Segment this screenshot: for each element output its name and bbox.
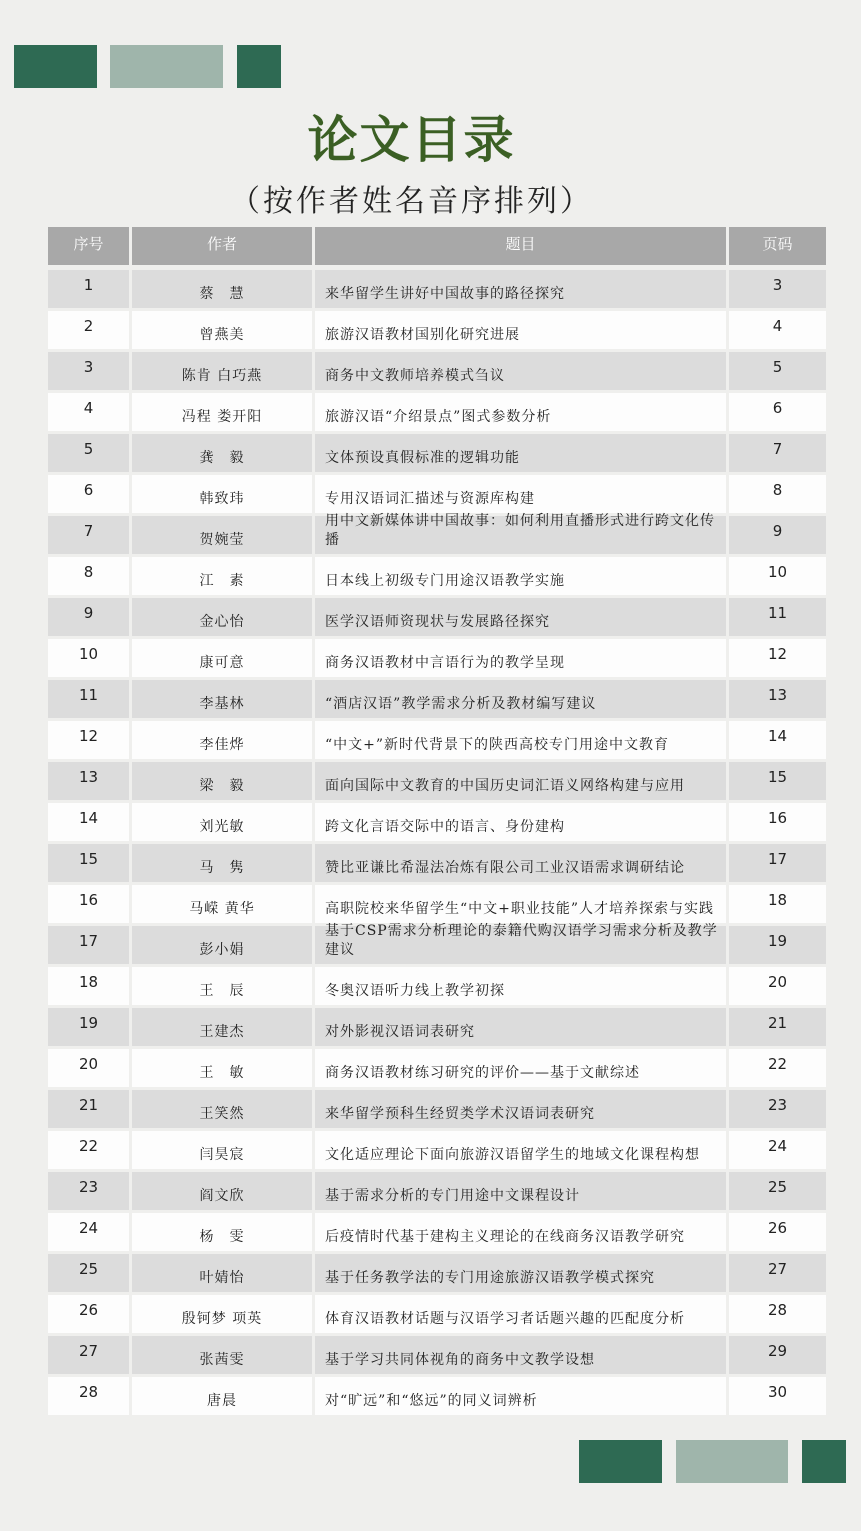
row-author: 叶婧怡 <box>132 1254 312 1292</box>
row-page: 9 <box>729 516 826 554</box>
row-page: 27 <box>729 1254 826 1292</box>
header-no: 序号 <box>48 227 129 265</box>
row-number: 19 <box>48 1008 129 1046</box>
contents-table <box>48 227 826 1418</box>
table-row <box>48 311 826 349</box>
row-title-text: “酒店汉语”教学需求分析及教材编写建议 <box>325 696 597 712</box>
row-number: 2 <box>48 311 129 349</box>
row-number: 26 <box>48 1295 129 1333</box>
table-row <box>48 1295 826 1333</box>
row-number: 7 <box>48 516 129 554</box>
row-number: 11 <box>48 680 129 718</box>
table-row <box>48 513 826 554</box>
row-title <box>315 1090 726 1128</box>
row-title-text: 对外影视汉语词表研究 <box>325 1024 475 1040</box>
table-row <box>48 923 826 964</box>
row-author: 闫昊宸 <box>132 1131 312 1169</box>
row-title <box>315 352 726 390</box>
row-title-text: 基于CSP需求分析理论的泰籍代购汉语学习需求分析及教学建议 <box>325 923 718 958</box>
row-title-text: 基于需求分析的专门用途中文课程设计 <box>325 1188 580 1204</box>
row-title-text: 旅游汉语“介绍景点”图式参数分析 <box>325 409 552 425</box>
row-number: 28 <box>48 1377 129 1415</box>
row-title <box>315 923 726 964</box>
table-row <box>48 475 826 513</box>
row-title <box>315 513 726 554</box>
row-title-text: 商务中文教师培养模式刍议 <box>325 368 505 384</box>
row-author: 王 敏 <box>132 1049 312 1087</box>
decor-block-dark <box>14 45 97 88</box>
row-author: 梁 毅 <box>132 762 312 800</box>
row-title <box>315 1172 726 1210</box>
row-number: 20 <box>48 1049 129 1087</box>
row-title-text: 体育汉语教材话题与汉语学习者话题兴趣的匹配度分析 <box>325 1311 685 1327</box>
row-title-text: 冬奥汉语听力线上教学初探 <box>325 983 505 999</box>
row-title <box>315 393 726 431</box>
decor-block-dark <box>579 1440 662 1483</box>
row-title-text: 来华留学预科生经贸类学术汉语词表研究 <box>325 1106 595 1122</box>
table-row <box>48 352 826 390</box>
row-author: 王 辰 <box>132 967 312 1005</box>
row-title <box>315 1049 726 1087</box>
row-title-text: 用中文新媒体讲中国故事：如何利用直播形式进行跨文化传播 <box>325 513 715 548</box>
row-page: 10 <box>729 557 826 595</box>
row-page: 6 <box>729 393 826 431</box>
table-row <box>48 1008 826 1046</box>
table-row <box>48 270 826 308</box>
row-title <box>315 1008 726 1046</box>
row-number: 22 <box>48 1131 129 1169</box>
table-row <box>48 885 826 923</box>
row-title-text: 文化适应理论下面向旅游汉语留学生的地域文化课程构想 <box>325 1147 700 1163</box>
row-number: 13 <box>48 762 129 800</box>
row-title-text: 基于任务教学法的专门用途旅游汉语教学模式探究 <box>325 1270 655 1286</box>
row-title <box>315 844 726 882</box>
row-page: 15 <box>729 762 826 800</box>
row-author: 蔡 慧 <box>132 270 312 308</box>
row-author: 康可意 <box>132 639 312 677</box>
row-title <box>315 1254 726 1292</box>
row-title <box>315 598 726 636</box>
row-page: 13 <box>729 680 826 718</box>
row-number: 17 <box>48 926 129 964</box>
row-author: 杨 雯 <box>132 1213 312 1251</box>
row-title <box>315 1336 726 1374</box>
table-row <box>48 1090 826 1128</box>
row-number: 8 <box>48 557 129 595</box>
row-title-text: 高职院校来华留学生“中文+职业技能”人才培养探索与实践 <box>325 901 715 917</box>
row-number: 27 <box>48 1336 129 1374</box>
row-page: 7 <box>729 434 826 472</box>
row-author: 彭小娟 <box>132 926 312 964</box>
header-page: 页码 <box>729 227 826 265</box>
row-page: 20 <box>729 967 826 1005</box>
table-row <box>48 803 826 841</box>
row-page: 18 <box>729 885 826 923</box>
row-page: 29 <box>729 1336 826 1374</box>
row-page: 30 <box>729 1377 826 1415</box>
row-number: 12 <box>48 721 129 759</box>
row-author: 曾燕美 <box>132 311 312 349</box>
row-author: 陈肯 白巧燕 <box>132 352 312 390</box>
row-number: 23 <box>48 1172 129 1210</box>
row-page: 12 <box>729 639 826 677</box>
row-page: 23 <box>729 1090 826 1128</box>
row-number: 21 <box>48 1090 129 1128</box>
row-title-text: 商务汉语教材练习研究的评价——基于文献综述 <box>325 1065 640 1081</box>
row-page: 17 <box>729 844 826 882</box>
row-title-text: 来华留学生讲好中国故事的路径探究 <box>325 286 565 302</box>
row-title-text: 医学汉语师资现状与发展路径探究 <box>325 614 550 630</box>
table-row <box>48 598 826 636</box>
table-row <box>48 1131 826 1169</box>
row-page: 3 <box>729 270 826 308</box>
table-row <box>48 1377 826 1415</box>
row-title-text: 商务汉语教材中言语行为的教学呈现 <box>325 655 565 671</box>
row-title <box>315 475 726 513</box>
row-number: 16 <box>48 885 129 923</box>
table-row <box>48 967 826 1005</box>
row-title <box>315 270 726 308</box>
row-title-text: “中文+”新时代背景下的陕西高校专门用途中文教育 <box>325 737 670 753</box>
row-number: 6 <box>48 475 129 513</box>
row-page: 11 <box>729 598 826 636</box>
header-author: 作者 <box>132 227 312 265</box>
row-author: 韩致玮 <box>132 475 312 513</box>
row-title-text: 专用汉语词汇描述与资源库构建 <box>325 491 535 507</box>
row-author: 王建杰 <box>132 1008 312 1046</box>
row-title <box>315 680 726 718</box>
row-title-text: 文体预设真假标准的逻辑功能 <box>325 450 520 466</box>
page-subtitle: （按作者姓名音序排列） <box>230 184 593 219</box>
row-page: 25 <box>729 1172 826 1210</box>
row-number: 1 <box>48 270 129 308</box>
row-title <box>315 762 726 800</box>
row-page: 24 <box>729 1131 826 1169</box>
row-author: 李佳烨 <box>132 721 312 759</box>
row-author: 冯程 娄开阳 <box>132 393 312 431</box>
row-author: 金心怡 <box>132 598 312 636</box>
row-number: 10 <box>48 639 129 677</box>
row-title <box>315 434 726 472</box>
row-title-text: 跨文化言语交际中的语言、身份建构 <box>325 819 565 835</box>
decor-block-light <box>110 45 223 88</box>
row-title <box>315 1213 726 1251</box>
table-row <box>48 434 826 472</box>
row-number: 3 <box>48 352 129 390</box>
row-page: 22 <box>729 1049 826 1087</box>
row-page: 26 <box>729 1213 826 1251</box>
row-title <box>315 1377 726 1415</box>
row-number: 25 <box>48 1254 129 1292</box>
table-row <box>48 639 826 677</box>
header-title: 题目 <box>315 227 726 265</box>
row-author: 唐晨 <box>132 1377 312 1415</box>
row-author: 江 素 <box>132 557 312 595</box>
row-number: 15 <box>48 844 129 882</box>
row-title-text: 对“旷远”和“悠远”的同义词辨析 <box>325 1393 538 1409</box>
row-title <box>315 311 726 349</box>
table-row <box>48 1213 826 1251</box>
row-author: 王笑然 <box>132 1090 312 1128</box>
table-row <box>48 1336 826 1374</box>
table-body <box>48 270 826 1415</box>
decor-block-dark-small <box>802 1440 846 1483</box>
table-row <box>48 1172 826 1210</box>
table-row <box>48 844 826 882</box>
table-row <box>48 762 826 800</box>
row-page: 8 <box>729 475 826 513</box>
row-page: 28 <box>729 1295 826 1333</box>
table-row <box>48 393 826 431</box>
row-title <box>315 885 726 923</box>
row-page: 5 <box>729 352 826 390</box>
row-number: 14 <box>48 803 129 841</box>
row-title-text: 赞比亚谦比希湿法冶炼有限公司工业汉语需求调研结论 <box>325 860 685 876</box>
decor-block-light <box>676 1440 788 1483</box>
row-number: 18 <box>48 967 129 1005</box>
table-row <box>48 721 826 759</box>
row-title-text: 面向国际中文教育的中国历史词汇语义网络构建与应用 <box>325 778 685 794</box>
row-author: 马嵘 黄华 <box>132 885 312 923</box>
row-page: 16 <box>729 803 826 841</box>
row-title <box>315 967 726 1005</box>
row-title-text: 基于学习共同体视角的商务中文教学设想 <box>325 1352 595 1368</box>
row-title <box>315 557 726 595</box>
table-row <box>48 557 826 595</box>
row-author: 李基林 <box>132 680 312 718</box>
row-number: 24 <box>48 1213 129 1251</box>
row-number: 9 <box>48 598 129 636</box>
row-title <box>315 639 726 677</box>
row-author: 张茜雯 <box>132 1336 312 1374</box>
row-number: 5 <box>48 434 129 472</box>
row-page: 19 <box>729 926 826 964</box>
row-author: 龚 毅 <box>132 434 312 472</box>
row-author: 贺婉莹 <box>132 516 312 554</box>
row-author: 刘光敏 <box>132 803 312 841</box>
row-title-text: 日本线上初级专门用途汉语教学实施 <box>325 573 565 589</box>
table-header <box>48 227 826 265</box>
page-title: 论文目录 <box>307 111 516 169</box>
row-page: 21 <box>729 1008 826 1046</box>
row-number: 4 <box>48 393 129 431</box>
row-author: 阎文欣 <box>132 1172 312 1210</box>
row-title <box>315 721 726 759</box>
table-row <box>48 680 826 718</box>
decor-block-dark-small <box>237 45 281 88</box>
row-title <box>315 1295 726 1333</box>
row-page: 4 <box>729 311 826 349</box>
row-title <box>315 803 726 841</box>
row-author: 马 隽 <box>132 844 312 882</box>
row-title <box>315 1131 726 1169</box>
table-row <box>48 1049 826 1087</box>
row-title-text: 旅游汉语教材国别化研究进展 <box>325 327 520 343</box>
row-title-text: 后疫情时代基于建构主义理论的在线商务汉语教学研究 <box>325 1229 685 1245</box>
row-page: 14 <box>729 721 826 759</box>
row-author: 殷钶梦 项英 <box>132 1295 312 1333</box>
table-row <box>48 1254 826 1292</box>
